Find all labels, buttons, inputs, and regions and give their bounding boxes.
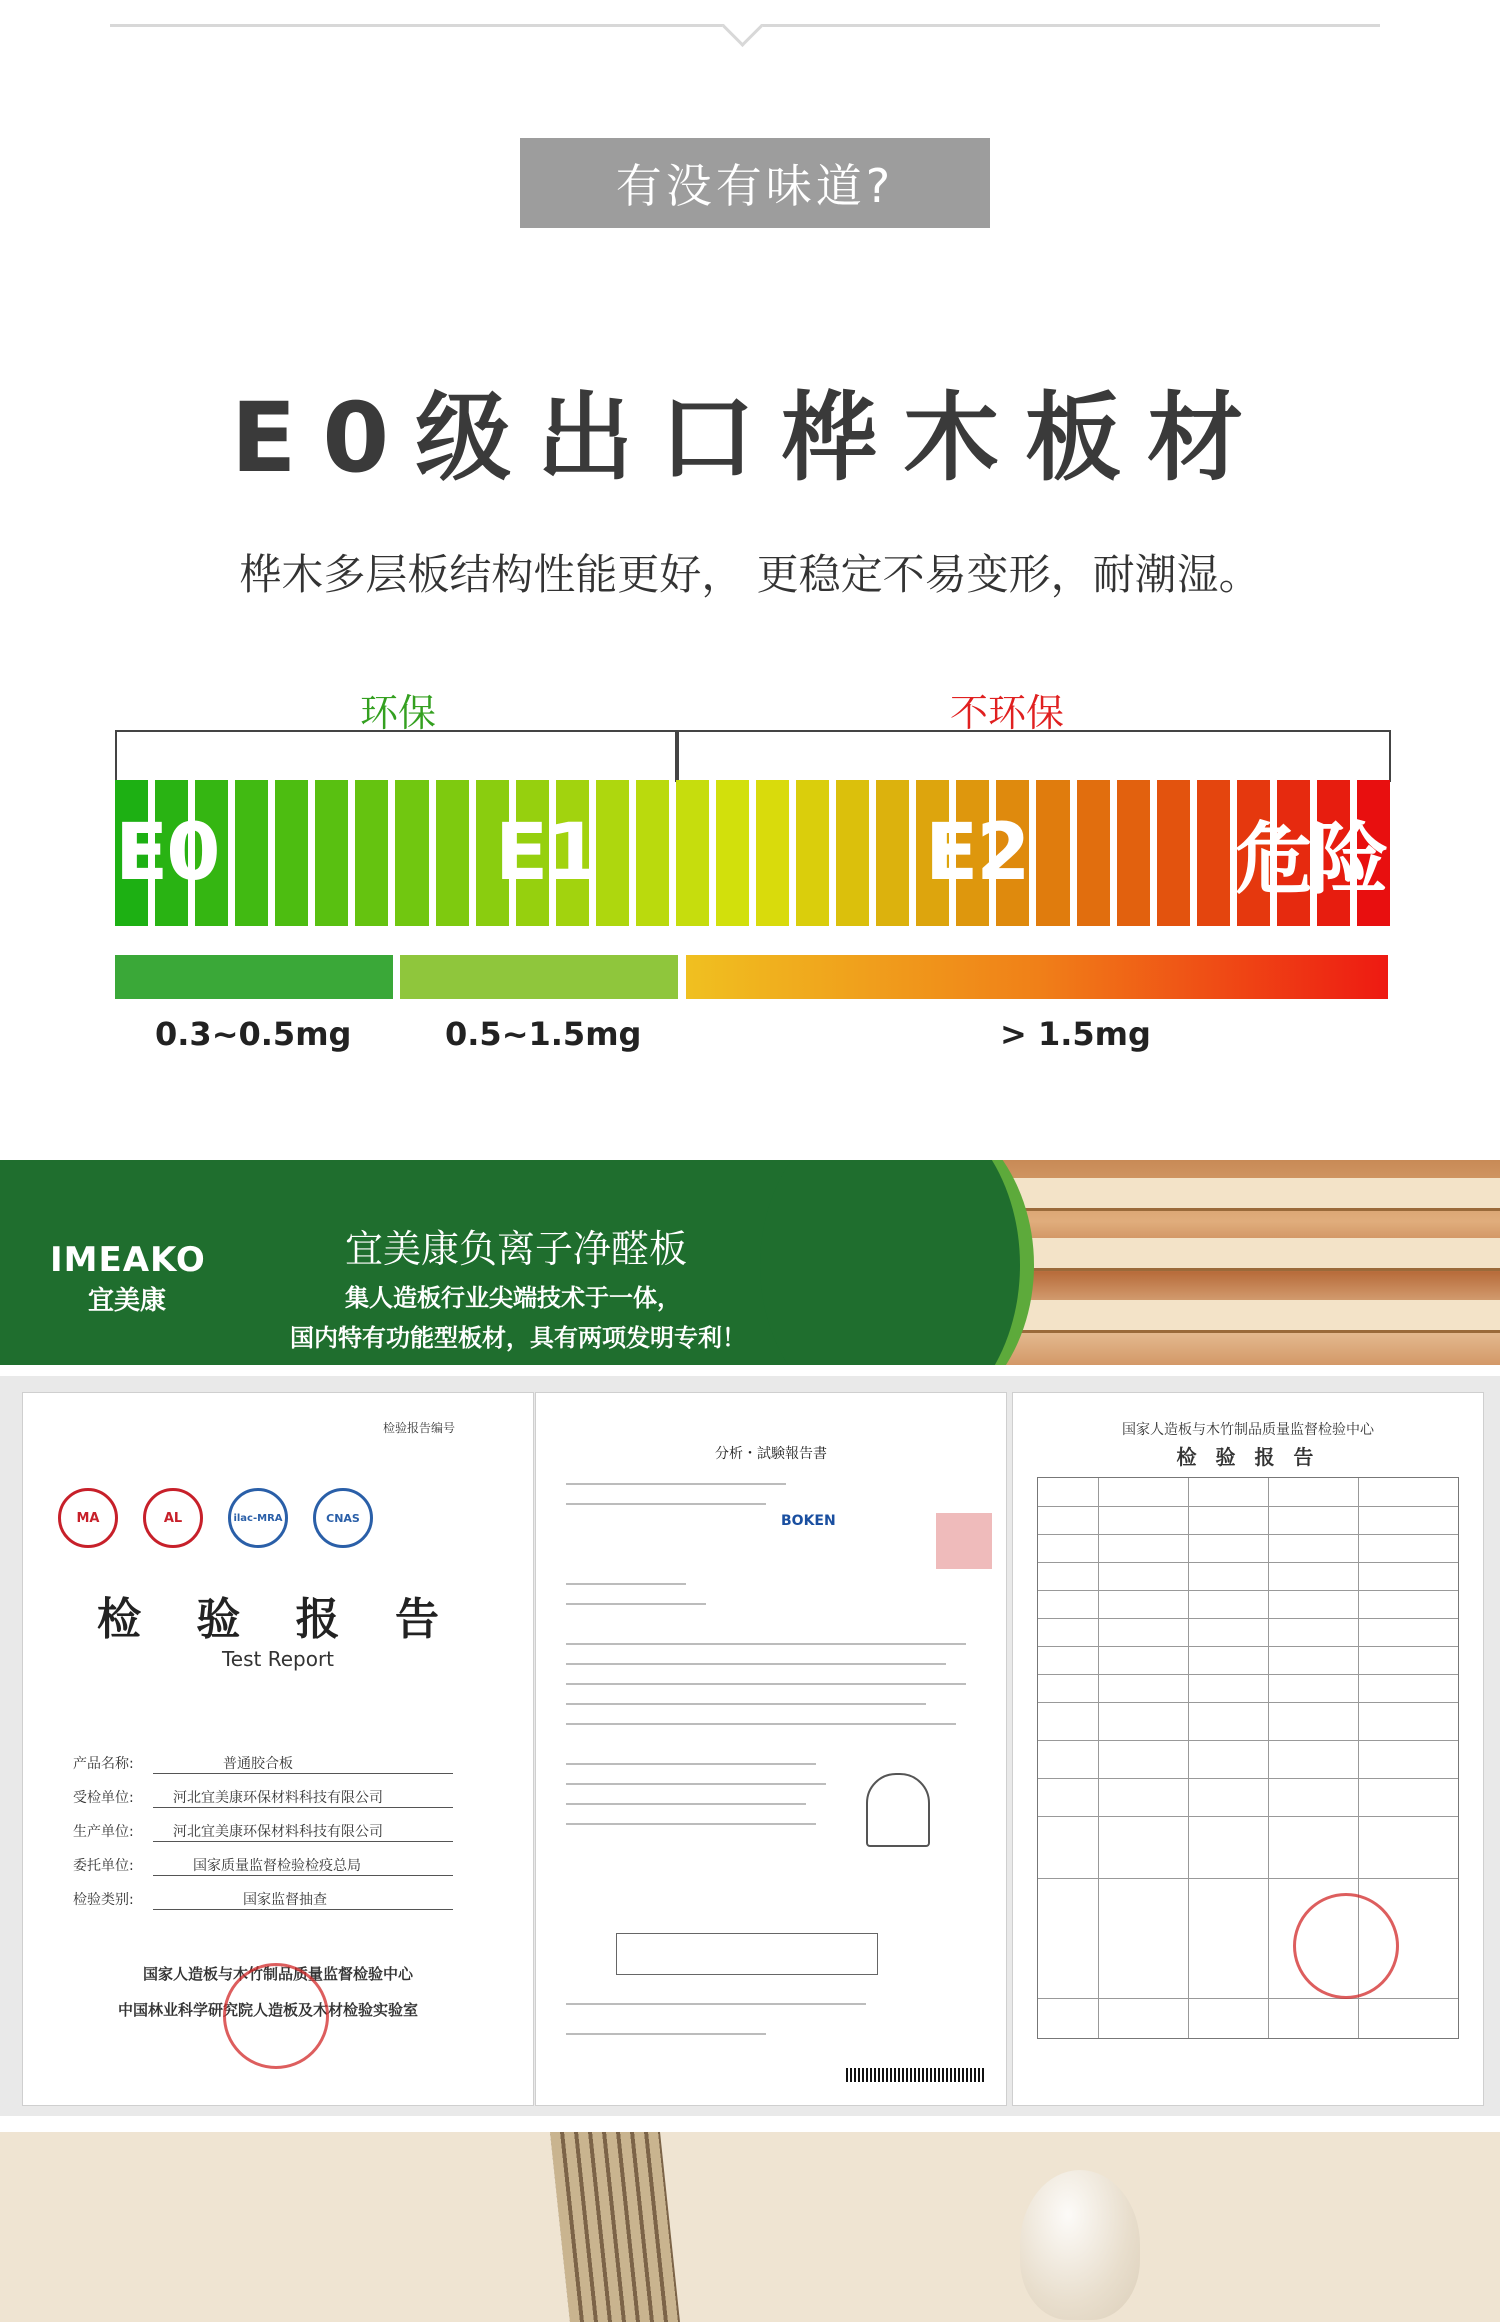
- grade-stripe: [1117, 780, 1150, 926]
- grade-stripe: [676, 780, 709, 926]
- subheadline: 桦木多层板结构性能更好， 更稳定不易变形，耐潮湿。: [239, 550, 1261, 599]
- brand-logo: IMEAKO: [50, 1240, 206, 1280]
- text-line: [566, 1703, 926, 1705]
- grade-stripe-scale: [115, 780, 1390, 926]
- eco-bracket: [115, 730, 679, 782]
- grade-stripe: [876, 780, 909, 926]
- underline: [153, 1807, 453, 1808]
- range-bar-e2: [686, 955, 1388, 999]
- grid-row: [1038, 1506, 1458, 1507]
- grade-label-danger: 危险: [1235, 815, 1388, 905]
- headline: E0级出口桦木板材: [230, 382, 1270, 494]
- plywood-edge-layers: [550, 2132, 680, 2322]
- red-seal: [223, 1963, 329, 2069]
- text-line: [566, 1823, 816, 1825]
- grade-stripe: [436, 780, 469, 926]
- inspection-report-table: [1012, 1392, 1484, 2106]
- grade-stripe: [235, 780, 268, 926]
- grid-row: [1038, 1618, 1458, 1619]
- red-seal: [1293, 1893, 1399, 1999]
- grade-stripe: [836, 780, 869, 926]
- grade-stripe: [716, 780, 749, 926]
- banner-curve: [760, 1160, 1034, 1365]
- report-title: 检 验 报 告: [97, 1594, 459, 1645]
- banner-line1: 集人造板行业尖端技术于一体，: [345, 1284, 681, 1312]
- underline: [153, 1909, 453, 1910]
- grade-stripe: [1197, 780, 1230, 926]
- grade-stripe: [1036, 780, 1069, 926]
- underline: [153, 1773, 453, 1774]
- field-label: 受检单位:: [73, 1790, 134, 1806]
- grid-row: [1038, 1562, 1458, 1563]
- grid-row: [1038, 1878, 1458, 1879]
- non-eco-bracket: [675, 730, 1391, 782]
- grid-col: [1188, 1478, 1189, 2038]
- grid-row: [1038, 1674, 1458, 1675]
- grade-stripe: [315, 780, 348, 926]
- report-title: 分析・試験報告書: [715, 1446, 827, 1462]
- boken-logo: BOKEN: [781, 1513, 836, 1529]
- grid-row: [1038, 1646, 1458, 1647]
- text-line: [566, 1763, 816, 1765]
- birch-plywood-photo: [0, 2132, 1500, 2322]
- grade-stripe: [636, 780, 669, 926]
- text-line: [566, 1483, 786, 1485]
- text-line: [566, 1503, 766, 1505]
- grade-label-e0: E0: [115, 808, 219, 898]
- section-title: 有没有味道?: [520, 138, 990, 228]
- grid-row: [1038, 1590, 1458, 1591]
- grade-label-e1: E1: [495, 808, 599, 898]
- grid-col: [1268, 1478, 1269, 2038]
- field-label: 检验类别:: [73, 1892, 134, 1908]
- company-seal: [936, 1513, 992, 1569]
- test-report-cover: [22, 1392, 534, 2106]
- field-value: 国家质量监督检验检疫总局: [193, 1858, 361, 1874]
- report-title: 检 验 报 告: [1176, 1445, 1320, 1469]
- grid-col: [1098, 1478, 1099, 2038]
- grade-label-e2: E2: [925, 808, 1029, 898]
- report-org: 国家人造板与木竹制品质量监督检验中心: [1122, 1422, 1374, 1438]
- grid-row: [1038, 1702, 1458, 1703]
- label-eco: 环保: [360, 691, 437, 735]
- report-number-label: 检验报告编号: [383, 1421, 456, 1435]
- range-bar-e0: [115, 955, 393, 999]
- text-line: [566, 1783, 826, 1785]
- result-table: [616, 1933, 878, 1975]
- cnas-logo: CNAS: [313, 1488, 373, 1548]
- text-line: [566, 1663, 946, 1665]
- text-line: [566, 1803, 806, 1805]
- cal-logo: AL: [143, 1488, 203, 1548]
- field-value: 普通胶合板: [223, 1756, 293, 1772]
- text-line: [566, 1603, 706, 1605]
- text-line: [566, 2003, 866, 2005]
- grid-row: [1038, 1998, 1458, 1999]
- underline: [153, 1875, 453, 1876]
- grade-stripe: [1157, 780, 1190, 926]
- grade-stripe: [395, 780, 428, 926]
- grade-stripe: [756, 780, 789, 926]
- barcode: [846, 2068, 986, 2082]
- text-line: [566, 1723, 956, 1725]
- banner-line2: 国内特有功能型板材，具有两项发明专利！: [290, 1324, 746, 1352]
- plank: [960, 1178, 1500, 1211]
- apparatus-diagram: [866, 1773, 930, 1847]
- range-bar-e1: [400, 955, 678, 999]
- water-droplet: [1020, 2170, 1140, 2320]
- field-value: 河北宜美康环保材料科技有限公司: [173, 1790, 383, 1806]
- field-label: 委托单位:: [73, 1858, 134, 1874]
- field-label: 产品名称:: [73, 1756, 134, 1772]
- range-e1: 0.5~1.5mg: [445, 1015, 642, 1053]
- range-e2: > 1.5mg: [1000, 1015, 1151, 1053]
- field-value: 国家监督抽查: [243, 1892, 327, 1908]
- field-value: 河北宜美康环保材料科技有限公司: [173, 1824, 383, 1840]
- text-line: [566, 1683, 966, 1685]
- cma-logo: MA: [58, 1488, 118, 1548]
- grade-stripe: [596, 780, 629, 926]
- text-line: [566, 1583, 686, 1585]
- japanese-analysis-report: [535, 1392, 1007, 2106]
- field-label: 生产单位:: [73, 1824, 134, 1840]
- issuing-lab: 中国林业科学研究院人造板及木材检验实验室: [118, 2001, 419, 2019]
- grade-stripe: [355, 780, 388, 926]
- plank: [980, 1300, 1500, 1333]
- brand-logo-cn: 宜美康: [88, 1286, 167, 1316]
- text-line: [566, 2033, 766, 2035]
- banner-title: 宜美康负离子净醛板: [345, 1227, 688, 1271]
- grade-stripe: [275, 780, 308, 926]
- range-e0: 0.3~0.5mg: [155, 1015, 352, 1053]
- plank: [1020, 1238, 1500, 1271]
- grid-row: [1038, 1740, 1458, 1741]
- grade-stripe: [796, 780, 829, 926]
- underline: [153, 1841, 453, 1842]
- label-non-eco: 不环保: [950, 691, 1065, 735]
- product-banner: [0, 1160, 1500, 1365]
- grade-stripe: [1077, 780, 1110, 926]
- issuing-org: 国家人造板与木竹制品质量监督检验中心: [143, 1965, 414, 1983]
- report-title-en: Test Report: [221, 1647, 335, 1671]
- grid-row: [1038, 1534, 1458, 1535]
- grid-row: [1038, 1816, 1458, 1817]
- divider-notch: [722, 6, 763, 47]
- grid-row: [1038, 1778, 1458, 1779]
- ilac-logo: ilac-MRA: [228, 1488, 288, 1548]
- text-line: [566, 1643, 966, 1645]
